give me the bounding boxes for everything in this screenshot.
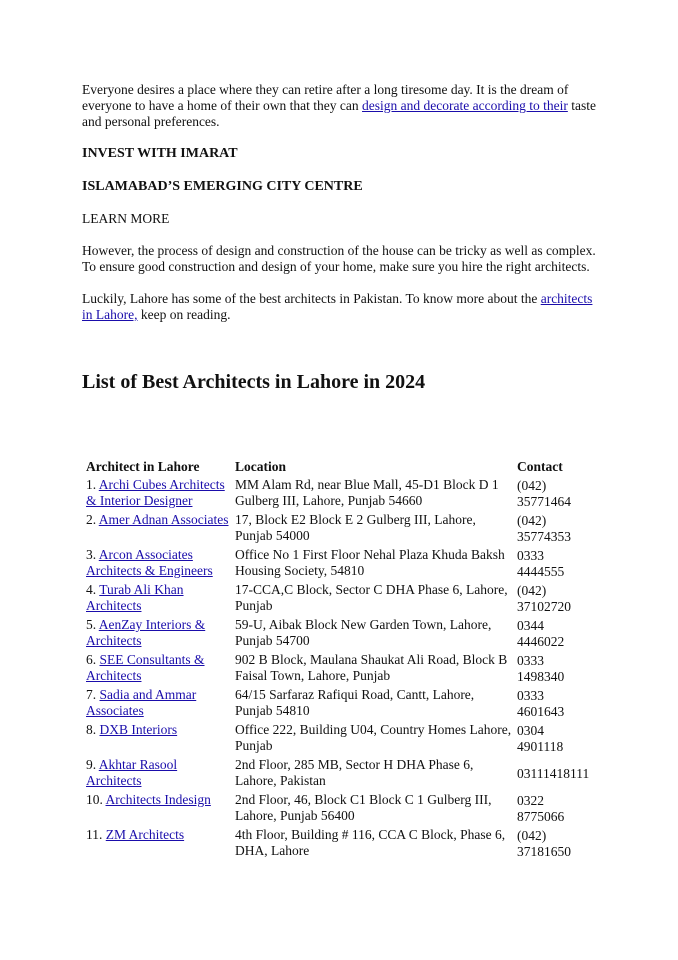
contact-cell: 0333 4601643 — [517, 687, 565, 719]
contact-cell: (042) 37181650 — [517, 827, 571, 859]
table-row — [84, 721, 591, 756]
architects-table — [84, 458, 591, 861]
row-number: 1. — [86, 477, 99, 492]
architect-link[interactable]: Arcon Associates Architects & Engineers — [86, 547, 213, 578]
design-decorate-link[interactable]: design and decorate according to their — [362, 98, 568, 113]
lahore-text: Luckily, Lahore has some of the best architects in Pakistan. To know more about the — [82, 291, 541, 306]
construction-paragraph: However, the process of design and construction of the house can be tricky as well as complex. To ensure good construction and design of your home, make sure you hire the right architects. — [82, 243, 596, 274]
table-row — [84, 826, 591, 861]
location-cell: 2nd Floor, 46, Block C1 Block C 1 Gulberg III, Lahore, Punjab 56400 — [235, 792, 492, 823]
architect-link[interactable]: ZM Architects — [105, 827, 185, 842]
row-number: 7. — [86, 687, 100, 702]
contact-cell: (042) 35774353 — [517, 512, 571, 544]
table-row — [84, 616, 591, 651]
header-architect: Architect in Lahore — [86, 459, 200, 474]
intro-text-end: taste and personal preferences. — [82, 98, 596, 129]
architect-cell — [84, 476, 233, 511]
contact-cell: 0344 4446022 — [517, 617, 565, 649]
table-row — [84, 581, 591, 616]
architect-cell — [84, 686, 233, 721]
table-row — [84, 651, 591, 686]
architect-cell — [84, 756, 233, 791]
city-centre-heading: ISLAMABAD’S EMERGING CITY CENTRE — [82, 179, 363, 194]
location-cell: 17, Block E2 Block E 2 Gulberg III, Lahore, Punjab 54000 — [235, 512, 476, 543]
architects-in-lahore-link[interactable]: architects in Lahore, — [82, 291, 593, 322]
architect-link[interactable]: Amer Adnan Associates — [98, 512, 229, 527]
architect-cell — [84, 651, 233, 686]
architect-cell — [84, 581, 233, 616]
row-number: 6. — [86, 652, 100, 667]
location-cell: MM Alam Rd, near Blue Mall, 45-D1 Block D 1 Gulberg III, Lahore, Punjab 54660 — [235, 477, 499, 508]
row-number: 4. — [86, 582, 100, 597]
lahore-text-end: keep on reading. — [137, 307, 231, 322]
architect-cell — [84, 721, 233, 756]
table-row — [84, 511, 591, 546]
architect-link[interactable]: DXB Interiors — [99, 722, 178, 737]
lahore-paragraph — [82, 291, 602, 323]
row-number: 5. — [86, 617, 99, 632]
location-cell: Office No 1 First Floor Nehal Plaza Khuda Baksh Housing Society, 54810 — [235, 547, 505, 578]
location-cell: Office 222, Building U04, Country Homes Lahore, Punjab — [235, 722, 512, 753]
row-number: 8. — [86, 722, 100, 737]
architect-link[interactable]: AenZay Interiors & Architects — [86, 617, 206, 648]
location-cell: 902 B Block, Maulana Shaukat Ali Road, Block B Faisal Town, Lahore, Punjab — [235, 652, 508, 683]
header-contact: Contact — [517, 459, 563, 474]
article-body — [82, 82, 602, 394]
architect-link[interactable]: Turab Ali Khan Architects — [86, 582, 184, 613]
row-number: 10. — [86, 792, 106, 807]
architect-link[interactable]: Archi Cubes Architects & Interior Designer — [86, 477, 225, 508]
architect-cell — [84, 826, 233, 861]
architect-cell — [84, 791, 233, 826]
architect-link[interactable]: Akhtar Rasool Architects — [86, 757, 178, 788]
section-title: List of Best Architects in Lahore in 2024 — [82, 371, 426, 393]
architect-link[interactable]: Sadia and Ammar Associates — [86, 687, 197, 718]
location-cell: 2nd Floor, 285 MB, Sector H DHA Phase 6, Lahore, Pakistan — [235, 757, 474, 788]
contact-cell: 0322 8775066 — [517, 792, 565, 824]
contact-cell: 0304 4901118 — [517, 722, 564, 754]
header-location: Location — [235, 459, 287, 474]
learn-more-link[interactable]: LEARN MORE — [82, 211, 170, 226]
architect-cell — [84, 616, 233, 651]
contact-cell: 0333 4444555 — [517, 547, 565, 579]
location-cell: 64/15 Sarfaraz Rafiqui Road, Cantt, Lahore, Punjab 54810 — [235, 687, 475, 718]
table-row — [84, 546, 591, 581]
table-row — [84, 476, 591, 511]
table-row — [84, 791, 591, 826]
contact-cell: (042) 35771464 — [517, 477, 571, 509]
table-row — [84, 686, 591, 721]
table-header-row — [84, 458, 591, 476]
invest-heading: INVEST WITH IMARAT — [82, 146, 238, 161]
location-cell: 17-CCA,C Block, Sector C DHA Phase 6, Lahore, Punjab — [235, 582, 508, 613]
table-row — [84, 756, 591, 791]
row-number: 9. — [86, 757, 99, 772]
intro-paragraph — [82, 82, 602, 130]
architect-cell — [84, 511, 233, 546]
contact-cell: (042) 37102720 — [517, 582, 571, 614]
row-number: 11. — [86, 827, 106, 842]
row-number: 2. — [86, 512, 99, 527]
location-cell: 4th Floor, Building # 116, CCA C Block, Phase 6, DHA, Lahore — [235, 827, 506, 858]
contact-cell: 03111418111 — [517, 765, 590, 781]
row-number: 3. — [86, 547, 99, 562]
architect-cell — [84, 546, 233, 581]
location-cell: 59-U, Aibak Block New Garden Town, Lahore, Punjab 54700 — [235, 617, 492, 648]
architect-link[interactable]: Architects Indesign — [105, 792, 211, 807]
architect-link[interactable]: SEE Consultants & Architects — [86, 652, 205, 683]
contact-cell: 0333 1498340 — [517, 652, 565, 684]
intro-text: Everyone desires a place where they can retire after a long tiresome day. It is the dream of everyone to have a home of their own that they can — [82, 82, 569, 113]
